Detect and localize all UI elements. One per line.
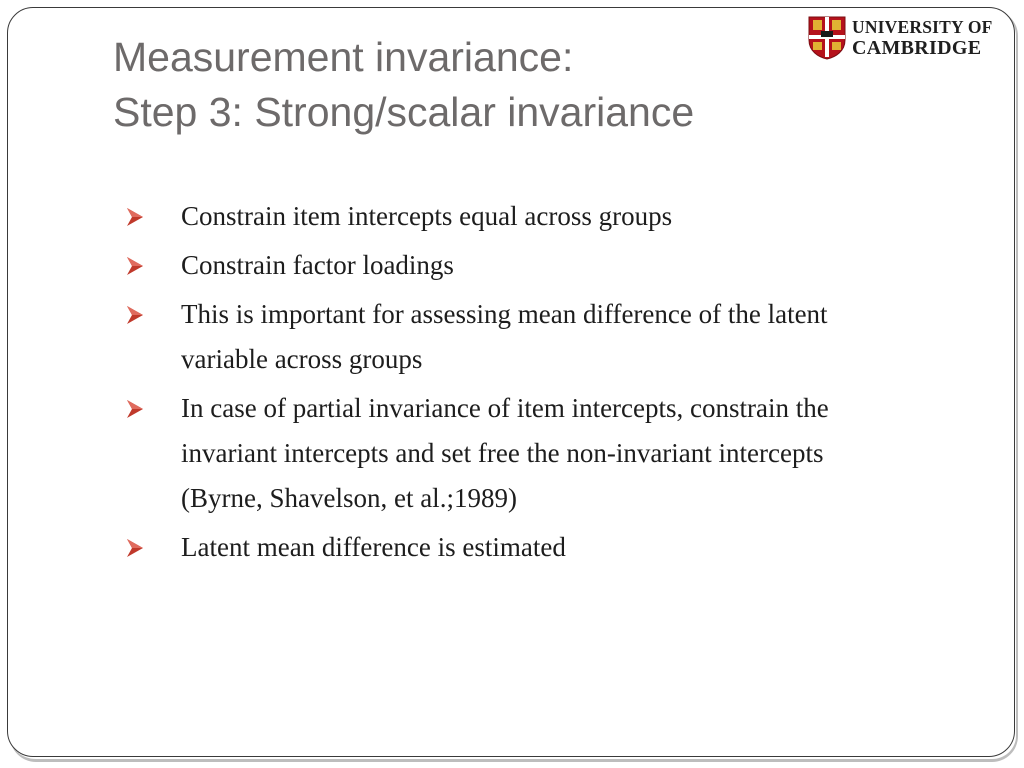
bullet-text — [181, 194, 994, 239]
slide-title — [113, 30, 803, 140]
bullet-line: Latent mean difference is estimated — [181, 532, 566, 562]
bullet-text — [181, 292, 994, 382]
bullet-text — [181, 243, 994, 288]
bullet-line: (Byrne, Shavelson, et al.;1989) — [181, 483, 517, 513]
title-line-2: Step 3: Strong/scalar invariance — [113, 89, 695, 135]
bullet-line: Constrain item intercepts equal across groups — [181, 201, 673, 231]
logo-line-2: CAMBRIDGE — [852, 37, 982, 59]
arrow-bullet-icon — [124, 255, 146, 277]
logo-wordmark — [852, 17, 993, 60]
arrow-bullet-icon — [124, 398, 146, 420]
arrow-bullet-icon — [124, 304, 146, 326]
bullet-line: This is important for assessing mean difference of the latent — [181, 299, 828, 329]
bullet-item — [124, 525, 994, 570]
university-logo — [808, 16, 1013, 64]
bullet-line: variable across groups — [181, 344, 423, 374]
bullet-item — [124, 292, 994, 382]
bullet-text — [181, 386, 994, 521]
bullet-line: Constrain factor loadings — [181, 250, 454, 280]
bullet-text — [181, 525, 994, 570]
bullet-line: In case of partial invariance of item intercepts, constrain the — [181, 393, 829, 423]
bullet-item — [124, 243, 994, 288]
bullet-item — [124, 194, 994, 239]
bullet-line: invariant intercepts and set free the non-invariant intercepts — [181, 438, 824, 468]
arrow-bullet-icon — [124, 537, 146, 559]
bullet-list — [124, 194, 994, 574]
bullet-item — [124, 386, 994, 521]
arrow-bullet-icon — [124, 206, 146, 228]
cambridge-shield-icon — [808, 16, 846, 60]
title-line-1: Measurement invariance: — [113, 34, 574, 80]
logo-line-1: UNIVERSITY OF — [852, 17, 993, 37]
